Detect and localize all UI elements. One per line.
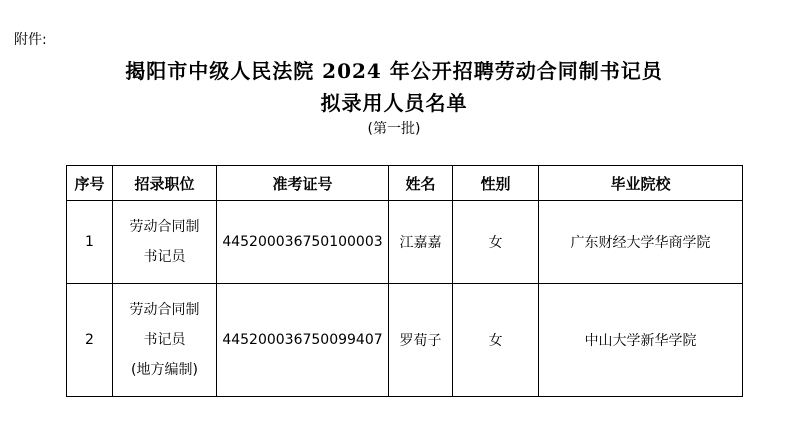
table-header-row [67,166,743,201]
position-line: 书记员 [143,332,186,348]
attachment-label: 附件: [14,32,47,48]
row-position [113,201,217,284]
row-school: 中山大学新华学院 [539,284,743,397]
position-line: 劳动合同制 [129,302,200,318]
row-name: 罗荀子 [389,284,453,397]
header-position: 招录职位 [113,166,217,201]
header-index: 序号 [67,166,113,201]
row-exam-id: 445200036750099407 [217,284,389,397]
row-name: 江嘉嘉 [389,201,453,284]
row-school: 广东财经大学华商学院 [539,201,743,284]
position-line: 书记员 [143,249,186,265]
header-school: 毕业院校 [539,166,743,201]
row-position [113,284,217,397]
position-line: 劳动合同制 [129,219,200,235]
table-row [67,284,743,397]
position-line: (地方编制) [131,362,198,378]
header-gender: 性别 [453,166,539,201]
row-index: 1 [67,201,113,284]
batch-label: (第一批) [367,121,421,137]
document-subtitle: 拟录用人员名单 [320,91,468,115]
row-index: 2 [67,284,113,397]
header-exam-id: 准考证号 [217,166,389,201]
table-row [67,201,743,284]
candidate-table [66,165,743,397]
document-title: 揭阳市中级人民法院 2024 年公开招聘劳动合同制书记员 [125,59,663,83]
row-gender: 女 [453,201,539,284]
row-gender: 女 [453,284,539,397]
row-exam-id: 445200036750100003 [217,201,389,284]
header-name: 姓名 [389,166,453,201]
